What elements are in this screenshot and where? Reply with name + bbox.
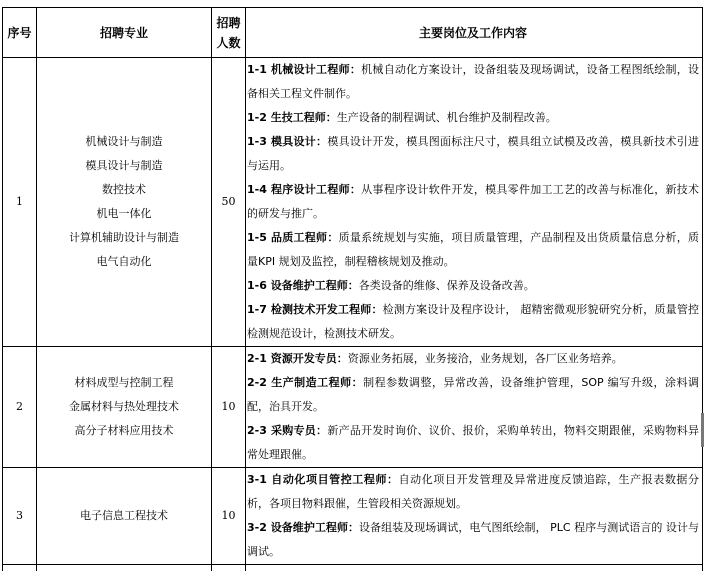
job-item <box>247 419 699 467</box>
job-text: 机械自动化方案设计，设备组装及现场调试，设备工程图纸绘制，设备相关工程文件制作。 <box>247 63 700 100</box>
job-title: 1-3 模具设计： <box>247 135 328 148</box>
job-title: 1-7 检测技术开发工程师： <box>247 303 383 316</box>
cutoff-cell <box>212 565 246 571</box>
row-count: 50 <box>212 58 246 347</box>
job-title: 1-2 生技工程师： <box>247 111 337 124</box>
table-header-row <box>3 8 703 58</box>
job-item <box>247 516 699 564</box>
job-title: 3-1 自动化项目管控工程师： <box>247 473 399 486</box>
job-title: 1-4 程序设计工程师： <box>247 183 362 196</box>
job-item <box>247 371 699 419</box>
major-item: 电气自动化 <box>96 255 152 268</box>
job-item <box>247 468 699 516</box>
row-jobs <box>246 468 703 565</box>
scrollbar-mark[interactable] <box>701 413 704 447</box>
table-row <box>3 468 703 565</box>
major-item: 高分子材料应用技术 <box>74 424 174 437</box>
row-no: 2 <box>3 347 37 468</box>
job-text: 生产设备的制程调试、机台维护及制程改善。 <box>336 111 557 124</box>
job-item <box>247 226 699 274</box>
row-majors <box>37 58 212 347</box>
major-item: 数控技术 <box>102 183 146 196</box>
job-title: 1-6 设备维护工程师： <box>247 279 359 292</box>
major-item: 材料成型与控制工程 <box>74 376 174 389</box>
major-item: 电子信息工程技术 <box>80 509 168 522</box>
job-text: 质量系统规划与实施，项目质量管理，产品制程及出货质量信息分析，质量KPI 规划及监控，制程稽核规划及推动。 <box>247 231 700 268</box>
row-majors <box>37 347 212 468</box>
job-text: 模具设计开发，模具图面标注尺寸，模具组立试模及改善，模具新技术引进与运用。 <box>247 135 699 172</box>
cutoff-cell <box>3 565 37 571</box>
header-count-line1: 招聘 <box>216 15 241 30</box>
job-item <box>247 274 699 298</box>
job-text: 设备组装及现场调试，电气图纸绘制， PLC 程序与测试语言的 设计与调试。 <box>247 521 700 558</box>
job-item <box>247 58 699 106</box>
row-count: 10 <box>212 347 246 468</box>
header-no: 序号 <box>3 8 37 58</box>
major-item: 计算机辅助设计与制造 <box>69 231 179 244</box>
job-title: 2-3 采购专员： <box>247 424 328 437</box>
job-item <box>247 298 699 346</box>
job-item <box>247 130 699 178</box>
job-item <box>247 106 699 130</box>
table-row <box>3 347 703 468</box>
row-no: 3 <box>3 468 37 565</box>
job-title: 2-2 生产制造工程师： <box>247 376 364 389</box>
job-title: 2-1 资源开发专员： <box>247 352 348 365</box>
major-item: 模具设计与制造 <box>85 159 163 172</box>
job-text: 检测方案设计及程序设计， 超精密微观形貌研究分析，质量管控检测规范设计，检测技术研发。 <box>247 303 699 340</box>
job-title: 3-2 设备维护工程师： <box>247 521 360 534</box>
cutoff-cell <box>246 565 703 571</box>
major-item: 机械设计与制造 <box>85 135 163 148</box>
table-row-cutoff <box>3 565 703 571</box>
major-item: 金属材料与热处理技术 <box>69 400 179 413</box>
job-text: 从事程序设计软件开发，模具零件加工工艺的改善与标准化，新技术的研发与推广。 <box>247 183 700 220</box>
job-text: 制程参数调整，异常改善，设备维护管理，SOP 编写升级，涂料调配，治具开发。 <box>247 376 699 413</box>
row-majors <box>37 468 212 565</box>
job-item <box>247 178 699 226</box>
job-text: 各类设备的维修、保养及设备改善。 <box>358 279 535 292</box>
row-no: 1 <box>3 58 37 347</box>
major-item: 机电一体化 <box>96 207 152 220</box>
table-row <box>3 58 703 347</box>
header-count <box>212 8 246 58</box>
row-count: 10 <box>212 468 246 565</box>
row-jobs <box>246 58 703 347</box>
job-title: 1-5 品质工程师： <box>247 231 339 244</box>
row-jobs <box>246 347 703 468</box>
header-desc: 主要岗位及工作内容 <box>246 8 703 58</box>
job-item <box>247 347 699 371</box>
job-text: 资源业务拓展，业务接洽，业务规划，各厂区业务培养。 <box>347 352 623 365</box>
recruitment-table <box>2 7 703 571</box>
job-text: 新产品开发时询价、议价、报价，采购单转出，物料交期跟催，采购物料异常处理跟催。 <box>247 424 699 461</box>
header-count-line2: 人数 <box>216 35 241 50</box>
cutoff-cell <box>37 565 212 571</box>
job-title: 1-1 机械设计工程师： <box>247 63 362 76</box>
header-major: 招聘专业 <box>37 8 212 58</box>
job-text: 自动化项目开发管理及异常进度反馈追踪，生产报表数据分析，各项目物料跟催，生管段相关资源规划。 <box>247 473 699 510</box>
